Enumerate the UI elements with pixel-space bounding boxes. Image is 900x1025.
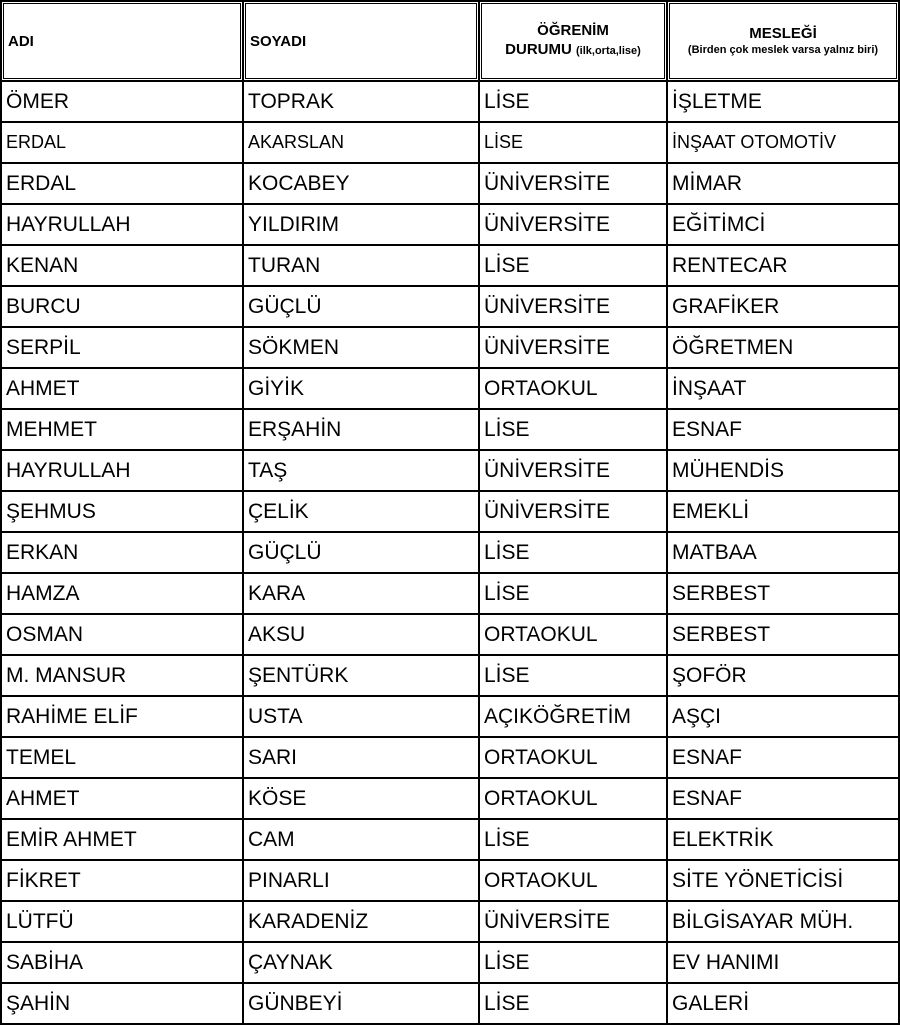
cell-education: LİSE: [480, 82, 668, 123]
table-row: [0, 820, 900, 861]
cell-education: ÜNİVERSİTE: [480, 287, 668, 328]
cell-name: HAMZA: [0, 574, 244, 615]
table-row: [0, 123, 900, 164]
cell-name: SERPİL: [0, 328, 244, 369]
cell-name: HAYRULLAH: [0, 451, 244, 492]
cell-surname: AKARSLAN: [244, 123, 480, 164]
cell-education: LİSE: [480, 410, 668, 451]
cell-name: HAYRULLAH: [0, 205, 244, 246]
cell-name: RAHİME ELİF: [0, 697, 244, 738]
cell-education: ÜNİVERSİTE: [480, 328, 668, 369]
cell-education: LİSE: [480, 943, 668, 984]
header-education-line2: DURUMU: [505, 41, 572, 58]
cell-name: MEHMET: [0, 410, 244, 451]
cell-surname: GÜÇLÜ: [244, 533, 480, 574]
cell-education: ORTAOKUL: [480, 861, 668, 902]
cell-surname: SÖKMEN: [244, 328, 480, 369]
cell-education: AÇIKÖĞRETİM: [480, 697, 668, 738]
cell-occupation: AŞÇI: [668, 697, 900, 738]
table-row: [0, 451, 900, 492]
header-education-subtitle: [505, 40, 641, 61]
header-occupation-note: (Birden çok meslek varsa yalnız biri): [687, 44, 879, 56]
cell-surname: SARI: [244, 738, 480, 779]
table-row: [0, 574, 900, 615]
cell-occupation: SİTE YÖNETİCİSİ: [668, 861, 900, 902]
cell-education: ÜNİVERSİTE: [480, 902, 668, 943]
table-row: [0, 902, 900, 943]
cell-surname: CAM: [244, 820, 480, 861]
cell-name: OSMAN: [0, 615, 244, 656]
header-surname: SOYADI: [250, 32, 307, 50]
cell-surname: AKSU: [244, 615, 480, 656]
cell-occupation: İŞLETME: [668, 82, 900, 123]
table-row: [0, 164, 900, 205]
cell-occupation: ELEKTRİK: [668, 820, 900, 861]
cell-education: LİSE: [480, 246, 668, 287]
cell-surname: PINARLI: [244, 861, 480, 902]
cell-education: ORTAOKUL: [480, 615, 668, 656]
cell-name: M. MANSUR: [0, 656, 244, 697]
cell-surname: TURAN: [244, 246, 480, 287]
cell-occupation: EĞİTİMCİ: [668, 205, 900, 246]
cell-surname: GİYİK: [244, 369, 480, 410]
cell-name: EMİR AHMET: [0, 820, 244, 861]
cell-occupation: ESNAF: [668, 738, 900, 779]
table-row: [0, 328, 900, 369]
table-row: [0, 779, 900, 820]
cell-surname: ÇELİK: [244, 492, 480, 533]
cell-education: LİSE: [480, 820, 668, 861]
cell-surname: GÜNBEYİ: [244, 984, 480, 1025]
table-row: [0, 984, 900, 1025]
table-row: [0, 656, 900, 697]
cell-occupation: EMEKLİ: [668, 492, 900, 533]
cell-name: AHMET: [0, 369, 244, 410]
cell-occupation: ESNAF: [668, 410, 900, 451]
cell-surname: TAŞ: [244, 451, 480, 492]
cell-occupation: GRAFİKER: [668, 287, 900, 328]
cell-education: ORTAOKUL: [480, 369, 668, 410]
header-name-cell: [0, 0, 244, 82]
header-occupation-title: MESLEĞİ: [749, 25, 817, 42]
cell-occupation: RENTECAR: [668, 246, 900, 287]
cell-surname: ÇAYNAK: [244, 943, 480, 984]
cell-surname: ERŞAHİN: [244, 410, 480, 451]
cell-surname: USTA: [244, 697, 480, 738]
cell-occupation: MÜHENDİS: [668, 451, 900, 492]
table-row: [0, 615, 900, 656]
table-row: [0, 533, 900, 574]
cell-surname: TOPRAK: [244, 82, 480, 123]
cell-name: FİKRET: [0, 861, 244, 902]
cell-education: LİSE: [480, 984, 668, 1025]
cell-name: BURCU: [0, 287, 244, 328]
cell-name: ERDAL: [0, 164, 244, 205]
cell-occupation: EV HANIMI: [668, 943, 900, 984]
table-row: [0, 82, 900, 123]
table-row: [0, 410, 900, 451]
cell-surname: KOCABEY: [244, 164, 480, 205]
header-surname-cell: [244, 0, 480, 82]
table-row: [0, 205, 900, 246]
cell-occupation: İNŞAAT: [668, 369, 900, 410]
cell-education: LİSE: [480, 123, 668, 164]
cell-name: ŞEHMUS: [0, 492, 244, 533]
cell-occupation: BİLGİSAYAR MÜH.: [668, 902, 900, 943]
cell-name: KENAN: [0, 246, 244, 287]
table-row: [0, 492, 900, 533]
cell-surname: GÜÇLÜ: [244, 287, 480, 328]
table-row: [0, 369, 900, 410]
cell-name: SABİHA: [0, 943, 244, 984]
cell-occupation: SERBEST: [668, 615, 900, 656]
table-row: [0, 861, 900, 902]
cell-surname: ŞENTÜRK: [244, 656, 480, 697]
header-education-title: ÖĞRENİM: [537, 22, 609, 39]
cell-name: LÜTFÜ: [0, 902, 244, 943]
cell-education: ÜNİVERSİTE: [480, 205, 668, 246]
cell-education: ÜNİVERSİTE: [480, 451, 668, 492]
cell-name: ŞAHİN: [0, 984, 244, 1025]
table-row: [0, 697, 900, 738]
cell-name: ERKAN: [0, 533, 244, 574]
header-education-cell: [480, 0, 668, 82]
header-row: [0, 0, 900, 82]
cell-occupation: ESNAF: [668, 779, 900, 820]
header-occupation-cell: [668, 0, 900, 82]
cell-name: ERDAL: [0, 123, 244, 164]
cell-education: LİSE: [480, 656, 668, 697]
cell-education: ÜNİVERSİTE: [480, 492, 668, 533]
cell-surname: YILDIRIM: [244, 205, 480, 246]
cell-name: ÖMER: [0, 82, 244, 123]
cell-occupation: ÖĞRETMEN: [668, 328, 900, 369]
cell-occupation: İNŞAAT OTOMOTİV: [668, 123, 900, 164]
header-education-note: (ilk,orta,lise): [576, 45, 641, 57]
cell-occupation: MİMAR: [668, 164, 900, 205]
cell-occupation: GALERİ: [668, 984, 900, 1025]
table-row: [0, 287, 900, 328]
cell-occupation: ŞOFÖR: [668, 656, 900, 697]
table-row: [0, 246, 900, 287]
table-row: [0, 943, 900, 984]
cell-occupation: MATBAA: [668, 533, 900, 574]
table-row: [0, 738, 900, 779]
cell-name: AHMET: [0, 779, 244, 820]
cell-education: LİSE: [480, 574, 668, 615]
cell-name: TEMEL: [0, 738, 244, 779]
cell-education: ÜNİVERSİTE: [480, 164, 668, 205]
cell-surname: KARADENİZ: [244, 902, 480, 943]
cell-surname: KÖSE: [244, 779, 480, 820]
cell-surname: KARA: [244, 574, 480, 615]
cell-education: ORTAOKUL: [480, 738, 668, 779]
header-name: ADI: [8, 32, 34, 50]
cell-education: LİSE: [480, 533, 668, 574]
cell-occupation: SERBEST: [668, 574, 900, 615]
cell-education: ORTAOKUL: [480, 779, 668, 820]
